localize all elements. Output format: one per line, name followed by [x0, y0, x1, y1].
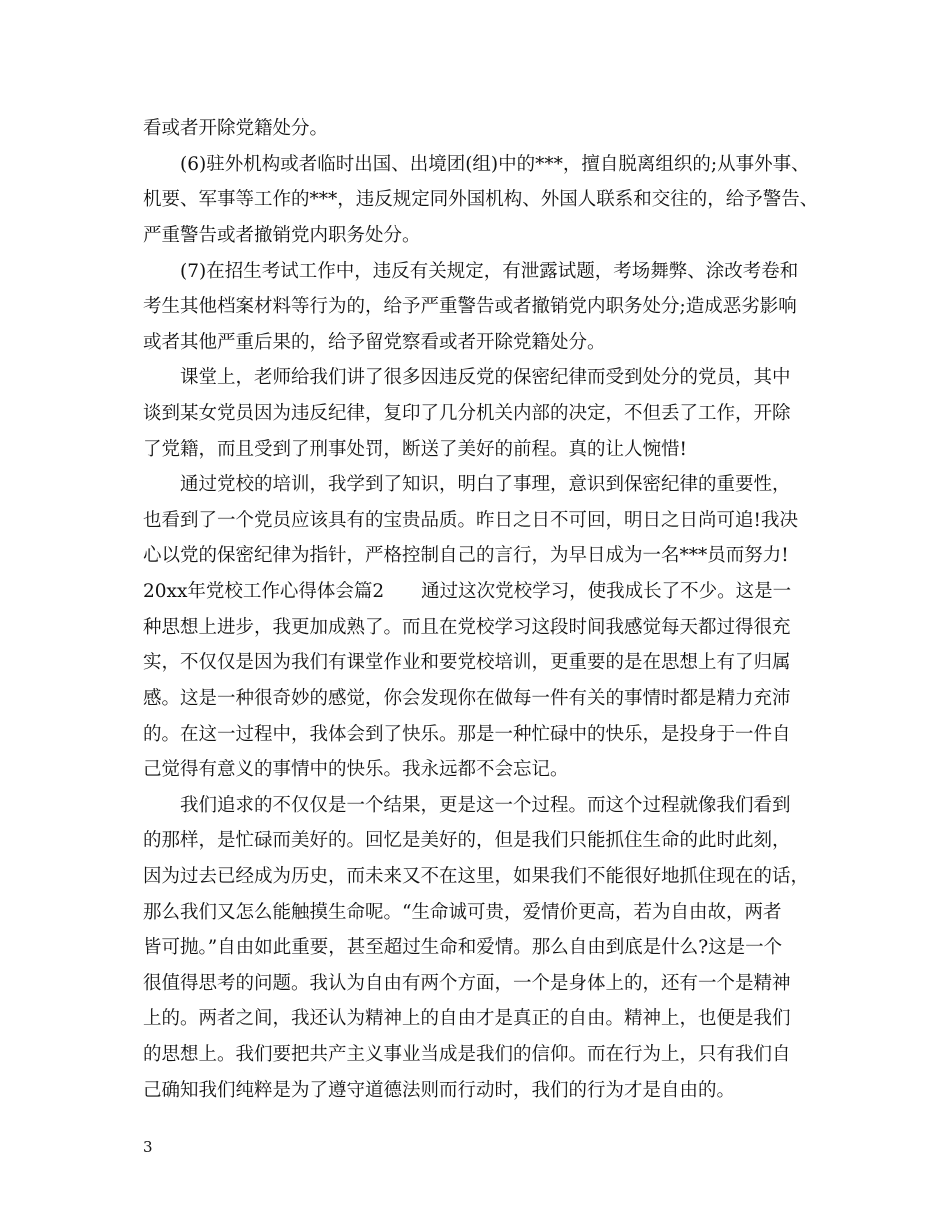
text-line: 严重警告或者撤销党内职务处分。: [143, 225, 421, 246]
text-line: (7)在招生考试工作中，违反有关规定，有泄露试题，考场舞弊、涂改考卷和: [180, 261, 799, 282]
text-line: 机要、军事等工作的***，违反规定同外国机构、外国人联系和交往的，给予警告、: [143, 189, 819, 210]
text-line: 很值得思考的问题。我认为自由有两个方面，一个是身体上的，还有一个是精神: [143, 973, 791, 994]
text-line: 或者其他严重后果的，给予留党察看或者开除党籍处分。: [143, 332, 606, 353]
text-line: 感。这是一种很奇妙的感觉，你会发现你在做每一件有关的事情时都是精力充沛: [143, 688, 791, 709]
text-line: 上的。两者之间，我还认为精神上的自由才是真正的自由。精神上，也便是我们: [143, 1008, 791, 1029]
text-line: 那么我们又怎么能触摸生命呢。“生命诚可贵，爱情价更高，若为自由故，两者: [143, 902, 782, 923]
text-line: 看或者开除党籍处分。: [143, 118, 329, 139]
text-line: 己确知我们纯粹是为了遵守道德法则而行动时，我们的行为才是自由的。: [143, 1080, 736, 1101]
text-line: 的。在这一过程中，我体会到了快乐。那是一种忙碌中的快乐，是投身于一件自: [143, 724, 791, 745]
text-line: 我们追求的不仅仅是一个结果，更是这一个过程。而这个过程就像我们看到: [180, 795, 791, 816]
text-line: 考生其他档案材料等行为的，给予严重警告或者撤销党内职务处分;造成恶劣影响: [143, 296, 797, 317]
text-line: 了党籍，而且受到了刑事处罚，断送了美好的前程。真的让人惋惜!: [143, 439, 687, 460]
text-line: 皆可抛。”自由如此重要，甚至超过生命和爱情。那么自由到底是什么?这是一个: [143, 937, 783, 958]
text-line: (6)驻外机构或者临时出国、出境团(组)中的***，擅自脱离组织的;从事外事、: [180, 154, 810, 175]
text-line: 的思想上。我们要把共产主义事业当成是我们的信仰。而在行为上，只有我们自: [143, 1044, 791, 1065]
text-line: 的那样，是忙碌而美好的。回忆是美好的，但是我们只能抓住生命的此时此刻，: [143, 830, 791, 851]
text-line: 己觉得有意义的事情中的快乐。我永远都不会忘记。: [143, 759, 569, 780]
text-line: 也看到了一个党员应该具有的宝贵品质。昨日之日不可回，明日之日尚可追!我决: [143, 510, 798, 531]
page-number: 3: [143, 1138, 153, 1156]
text-line: 通过党校的培训，我学到了知识，明白了事理，意识到保密纪律的重要性，: [180, 474, 791, 495]
text-line: 心以党的保密纪律为指针，严格控制自己的言行，为早日成为一名***员而努力!: [143, 545, 789, 566]
text-line: 实，不仅仅是因为我们有课堂作业和要党校培训，更重要的是在思想上有了归属: [143, 652, 791, 673]
text-line: 课堂上，老师给我们讲了很多因违反党的保密纪律而受到处分的党员，其中: [180, 367, 791, 388]
text-line: 谈到某女党员因为违反纪律，复印了几分机关内部的决定，不但丢了工作，开除: [143, 403, 791, 424]
text-line: 种思想上进步，我更加成熟了。而且在党校学习这段时间我感觉每天都过得很充: [143, 617, 791, 638]
text-line: 因为过去已经成为历史，而未来又不在这里，如果我们不能很好地抓住现在的话，: [143, 866, 810, 887]
text-line: 20xx年党校工作心得体会篇2 通过这次党校学习，使我成长了不少。这是一: [143, 581, 792, 602]
